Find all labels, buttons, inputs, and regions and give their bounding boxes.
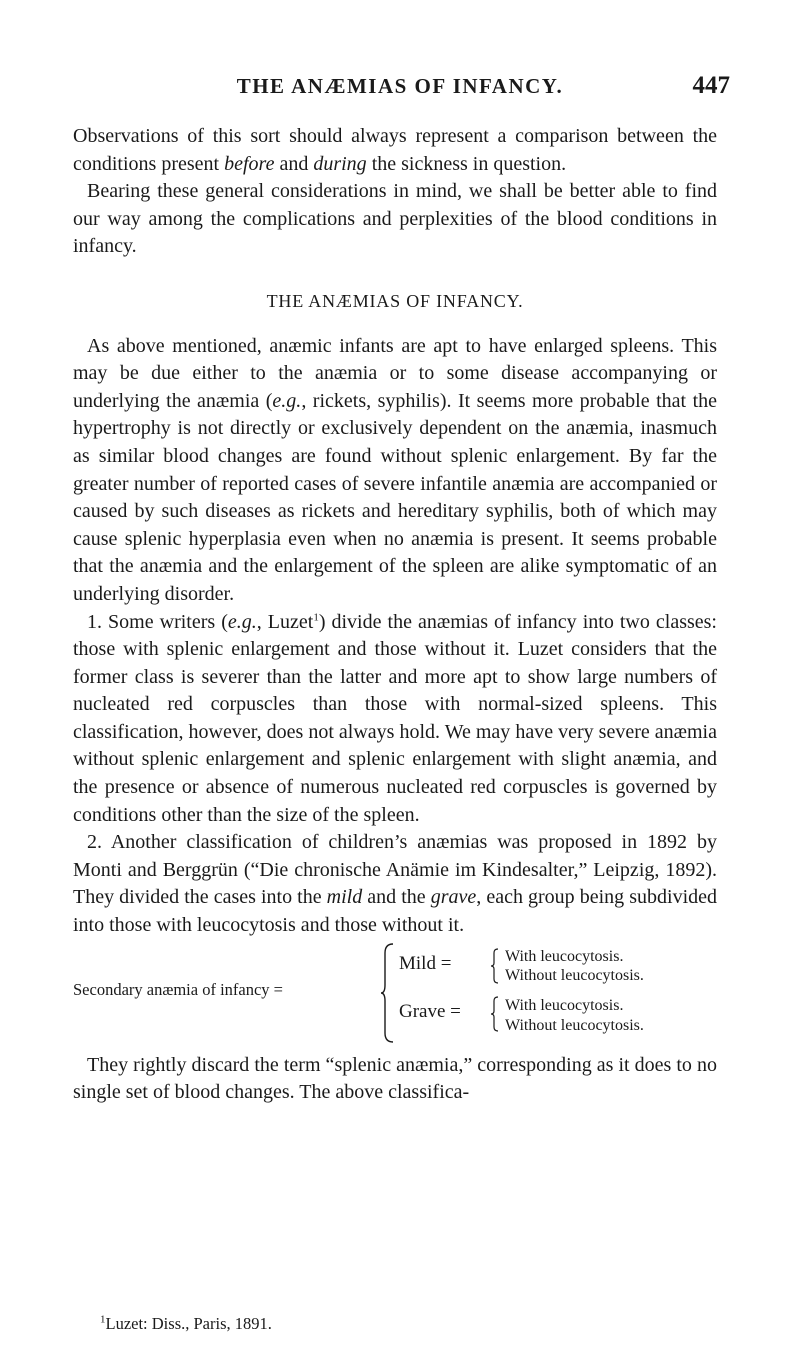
paragraph-bearing: Bearing these general considerations in mind, we shall be better able to find our way among the complications and perplexities of the blood conditions in infancy. [73,180,717,258]
paragraph-enlarged-spleens [73,333,717,609]
footnote [100,1314,272,1334]
body-text [73,123,717,1107]
text-run: Observations of this sort should always represent a comparison between the conditions present [73,125,717,175]
emphasis-grave: grave [430,886,477,909]
text-run: 1. Some writers ( [87,610,228,633]
text-run: and [274,152,314,175]
text-run: the sickness in question. [366,152,567,175]
paragraph-classification-1 [73,609,717,830]
paragraph-classification-2 [73,829,717,939]
classification-label: Secondary anæmia of infancy = [73,979,283,999]
text-run: , Luzet [256,610,314,633]
grave-with-leucocytosis: With leucocytosis. [505,996,624,1014]
grade-mild: Mild = [399,952,452,974]
emphasis-before: before [224,152,275,175]
text-run: , rickets, syphilis). It seems more probable that the hypertrophy is not directly or exclusively dependent on the anæmia, inasmuch as similar blood changes are found without splenic enlargement. By far the greater number of reported cases of severe infantile anæmia are accompanied or caused by such diseases as rickets and hereditary syphilis, both of which may cause splenic hyperplasia even when no anæmia is present. It seems probable that the anæmia and the enlargement of the spleen are alike symptomatic of an underlying disorder. [73,389,717,605]
footnote-text: Luzet: Diss., Paris, 1891. [105,1314,272,1333]
footnote-reference[interactable]: 1 [313,610,319,623]
emphasis-during: during [313,152,367,175]
paragraph-observations [73,123,717,178]
running-head [0,72,800,106]
page-number: 447 [692,72,730,99]
emphasis-mild: mild [326,886,363,909]
emphasis-eg: e.g. [227,610,257,633]
section-heading: THE ANÆMIAS OF INFANCY. [266,290,524,311]
classification-table [73,942,717,1046]
mild-with-leucocytosis: With leucocytosis. [505,947,624,965]
mild-without-leucocytosis: Without leucocytosis. [505,966,644,984]
text-run: , each group being subdivided into those with leucocytosis and those without it. [73,886,717,937]
left-brace-icon [491,996,499,1032]
text-run: 2. Another classification of children’s anæmias was proposed in 1892 by Monti and Berggrün (“Die chronische Anämie im Kindesalter,” Leipzig, 1892). They divided the cases into the [73,831,717,909]
grade-grave: Grave = [399,1000,461,1022]
emphasis-eg: e.g. [272,389,302,412]
text-run: and the [362,886,431,909]
footnote-marker: 1 [100,1313,106,1326]
text-run: ) divide the anæmias of infancy into two classes: those with splenic enlargement and those without it. Luzet considers that the former class is severer than the latter and more apt to show large numbers of nucleated red corpuscles than those with normal-sized spleens. This classification, however, does not always hold. We may have very severe anæmia without splenic enlargement and splenic enlargement with slight anæmia, and the presence or absence of numerous nucleated red corpuscles is governed by conditions other than the size of the spleen. [73,610,717,826]
left-brace-icon [491,948,499,984]
paragraph-splenic-anaemia: They rightly discard the term “splenic anæmia,” corresponding as it does to no single set of blood changes. The above classifica- [73,1053,717,1104]
left-brace-icon [381,943,395,1043]
text-run: As above mentioned, anæmic infants are apt to have enlarged spleens. This may be due either to the anæmia or to some disease accompanying or underlying the anæmia ( [73,334,717,412]
running-title: THE ANÆMIAS OF INFANCY. [236,74,564,98]
grave-without-leucocytosis: Without leucocytosis. [505,1016,644,1034]
